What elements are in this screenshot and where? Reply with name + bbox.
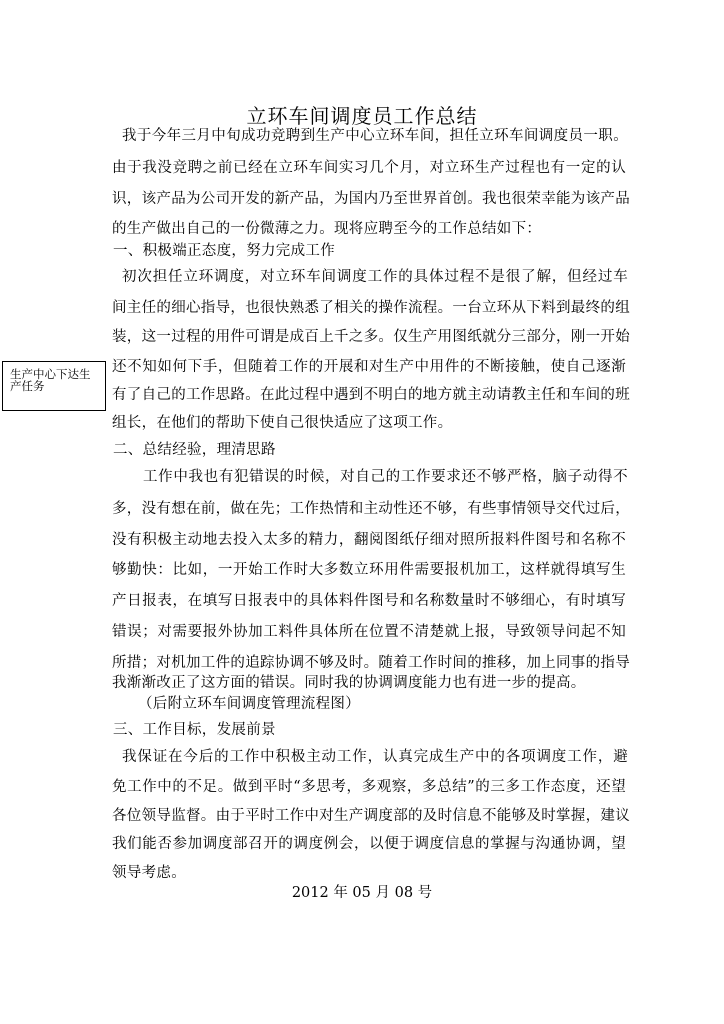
- intro-line-1: 我于今年三月中旬成功竞聘到生产中心立环车间，担任立环车间调度员一职。: [122, 128, 628, 144]
- intro-line-4: 的生产做出自己的一份微薄之力。现将应聘至今的工作总结如下：: [112, 221, 542, 237]
- section-1-line-1: 初次担任立环调度，对立环车间调度工作的具体过程不是很了解，但经过车: [122, 269, 628, 285]
- section-2-heading: 二、总结经验，理清思路: [113, 442, 276, 458]
- section-1-line-3: 装，这一过程的用件可谓是成百上千之多。仅生产用图纸就分三部分，刚一开始: [112, 329, 630, 345]
- side-textbox: [2, 361, 106, 411]
- side-textbox-text: 生产中心下达生产任务: [10, 367, 91, 394]
- section-1-line-6: 组长，在他们的帮助下使自己很快适应了这项工作。: [112, 415, 453, 431]
- section-2-line-8: 我渐渐改正了这方面的错误。同时我的协调调度能力也有进一步的提高。: [112, 675, 586, 691]
- section-2-line-1: 工作中我也有犯错误的时候，对自己的工作要求还不够严格，脑子动得不: [143, 469, 628, 485]
- intro-line-3: 识，该产品为公司开发的新产品，为国内乃至世界首创。我也很荣幸能为该产品: [112, 191, 630, 207]
- section-2-line-6: 错误；对需要报外协加工料件具体所在位置不清楚就上报，导致领导问起不知: [112, 624, 626, 640]
- section-3-line-2: 免工作中的不足。做到平时“多思考，多观察，多总结”的三多工作态度，还望: [112, 779, 626, 795]
- section-3-heading: 三、工作目标，发展前景: [113, 722, 276, 738]
- section-3-line-1: 我保证在今后的工作中积极主动工作，认真完成生产中的各项调度工作，避: [122, 749, 628, 765]
- section-3-line-3: 各位领导监督。由于平时工作中对生产调度部的及时信息不能够及时掌握，建议: [112, 808, 630, 824]
- section-2-line-2: 多，没有想在前，做在先；工作热情和主动性还不够，有些事情领导交代过后，: [112, 501, 630, 517]
- section-1-line-5: 有了自己的工作思路。在此过程中遇到不明白的地方就主动请教主任和车间的班: [112, 387, 630, 403]
- section-2-line-4: 够勤快：比如，一开始工作时大多数立环用件需要报机加工，这样就得填写生: [112, 562, 626, 578]
- section-2-note: （后附立环车间调度管理流程图）: [138, 696, 360, 712]
- intro-line-2: 由于我没竞聘之前已经在立环车间实习几个月，对立环生产过程也有一定的认: [112, 160, 626, 176]
- section-2-line-7: 所措；对机加工件的追踪协调不够及时。随着工作时间的推移，加上同事的指导: [112, 655, 630, 671]
- section-3-line-4: 我们能否参加调度部召开的调度例会，以便于调度信息的掌握与沟通协调，望: [112, 836, 626, 852]
- section-1-heading: 一、积极端正态度，努力完成工作: [113, 243, 335, 259]
- section-3-line-5: 领导考虑。: [112, 865, 186, 881]
- document-date: 2012 年 05 月 08 号: [291, 885, 433, 901]
- section-2-line-5: 产日报表，在填写日报表中的具体料件图号和名称数量时不够细心，有时填写: [112, 593, 626, 609]
- section-1-line-4: 还不知如何下手，但随着工作的开展和对生产中用件的不断接触，使自己逐渐: [112, 359, 626, 375]
- section-1-line-2: 间主任的细心指导，也很快熟悉了相关的操作流程。一台立环从下料到最终的组: [112, 300, 630, 316]
- section-2-line-3: 没有积极主动地去投入太多的精力，翻阅图纸仔细对照所报料件图号和名称不: [112, 532, 626, 548]
- document-title: 立环车间调度员工作总结: [246, 104, 478, 128]
